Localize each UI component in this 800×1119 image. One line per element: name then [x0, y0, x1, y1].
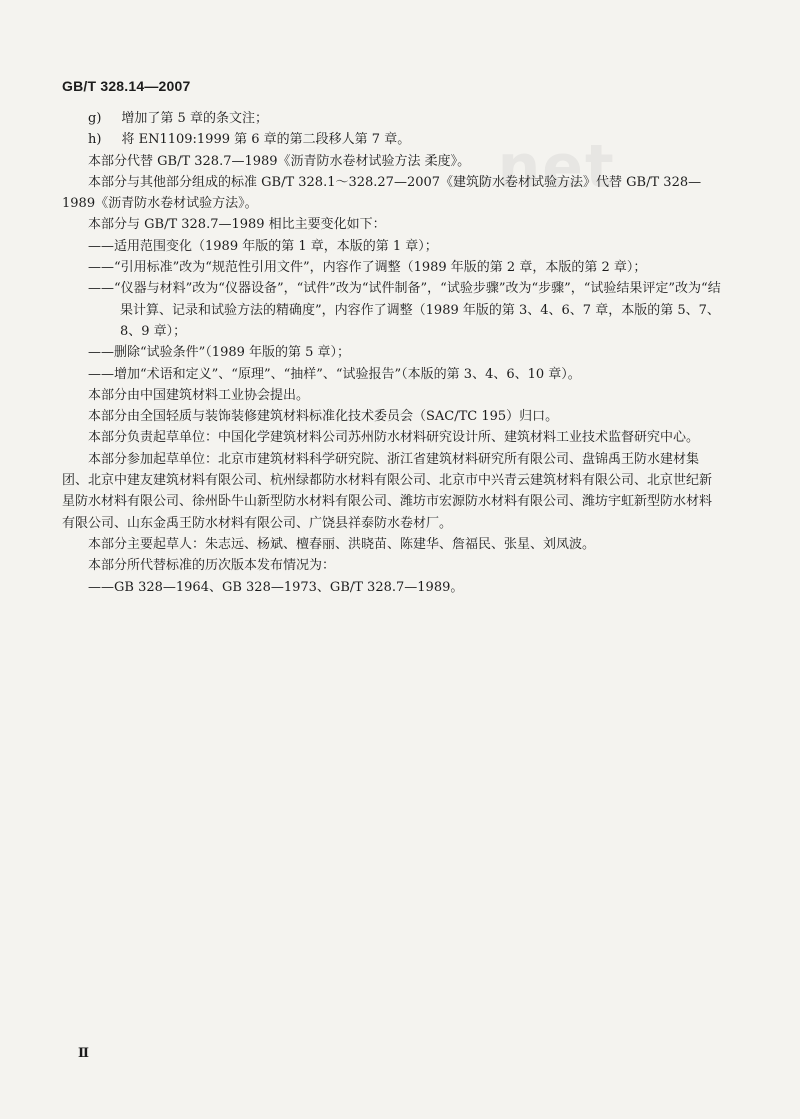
- paragraph-drafters: 本部分主要起草人：朱志远、杨斌、檀春丽、洪晓苗、陈建华、詹福民、张星、刘凤波。: [88, 536, 596, 552]
- paragraph-centralized-by: 本部分由全国轻质与装饰装修建筑材料标准化技术委员会（SAC/TC 195）归口。: [88, 409, 559, 425]
- document-code: GB/T 328.14—2007: [62, 78, 191, 94]
- page-number: Ⅱ: [78, 1046, 89, 1061]
- list-item-h: [62, 129, 722, 150]
- paragraph-replaces: 本部分代替 GB/T 328.7—1989《沥青防水卷材试验方法 柔度》。: [88, 153, 471, 169]
- paragraph-changes-intro: 本部分与 GB/T 328.7—1989 相比主要变化如下：: [88, 217, 386, 233]
- change-item-apparatus: ——“仪器与材料”改为“仪器设备”，“试件”改为“试件制备”，“试验步骤”改为“步骤”，“试验结果评定”改为“结果计算、记录和试验方法的精确度”，内容作了调整（1989 年版的第 3、4、6、7 章，本版的第 5、7、8、9 章）；: [88, 281, 721, 339]
- list-item-g: [62, 108, 722, 129]
- page-content: [62, 108, 722, 598]
- change-item-deleted: ——删除“试验条件”（1989 年版的第 5 章）；: [88, 345, 351, 361]
- change-item-scope: ——适用范围变化（1989 年版的第 1 章，本版的第 1 章）；: [88, 238, 438, 254]
- paragraph-composition: 本部分与其他部分组成的标准 GB/T 328.1～328.27—2007《建筑防水卷材试验方法》代替 GB/T 328—1989《沥青防水卷材试验方法》。: [62, 174, 702, 212]
- change-item-added: ——增加“术语和定义”、“原理”、“抽样”、“试验报告”（本版的第 3、4、6、10 章）。: [88, 366, 581, 382]
- list-label: h): [88, 132, 102, 148]
- change-item-references: ——“引用标准”改为“规范性引用文件”，内容作了调整（1989 年版的第 2 章，本版的第 2 章）；: [88, 260, 647, 276]
- paragraph-history-intro: 本部分所代替标准的历次版本发布情况为：: [88, 558, 336, 574]
- paragraph-participating-units: 本部分参加起草单位：北京市建筑材料科学研究院、浙江省建筑材料研究所有限公司、盘锦禹王防水建材集团、北京中建友建筑材料有限公司、杭州绿都防水材料有限公司、北京市中兴青云建筑材料有限公司、北京世纪新星防水材料有限公司、徐州卧牛山新型防水材料有限公司、潍坊市宏源防水材料有限公司、潍坊宇虹新型防水材料有限公司、山东金禹王防水材料有限公司、广饶县祥泰防水卷材厂。: [62, 451, 713, 531]
- list-text: 增加了第 5 章的条文注；: [121, 111, 268, 126]
- list-text: 将 EN1109:1999 第 6 章的第二段移人第 7 章。: [121, 132, 411, 148]
- paragraph-drafting-unit: 本部分负责起草单位：中国化学建筑材料公司苏州防水材料研究设计所、建筑材料工业技术监督研究中心。: [88, 430, 700, 446]
- paragraph-proposed-by: 本部分由中国建筑材料工业协会提出。: [88, 387, 310, 403]
- list-label: g): [88, 111, 102, 126]
- watermark: ..net: [448, 132, 616, 202]
- history-item: ——GB 328—1964、GB 328—1973、GB/T 328.7—1989。: [88, 579, 464, 595]
